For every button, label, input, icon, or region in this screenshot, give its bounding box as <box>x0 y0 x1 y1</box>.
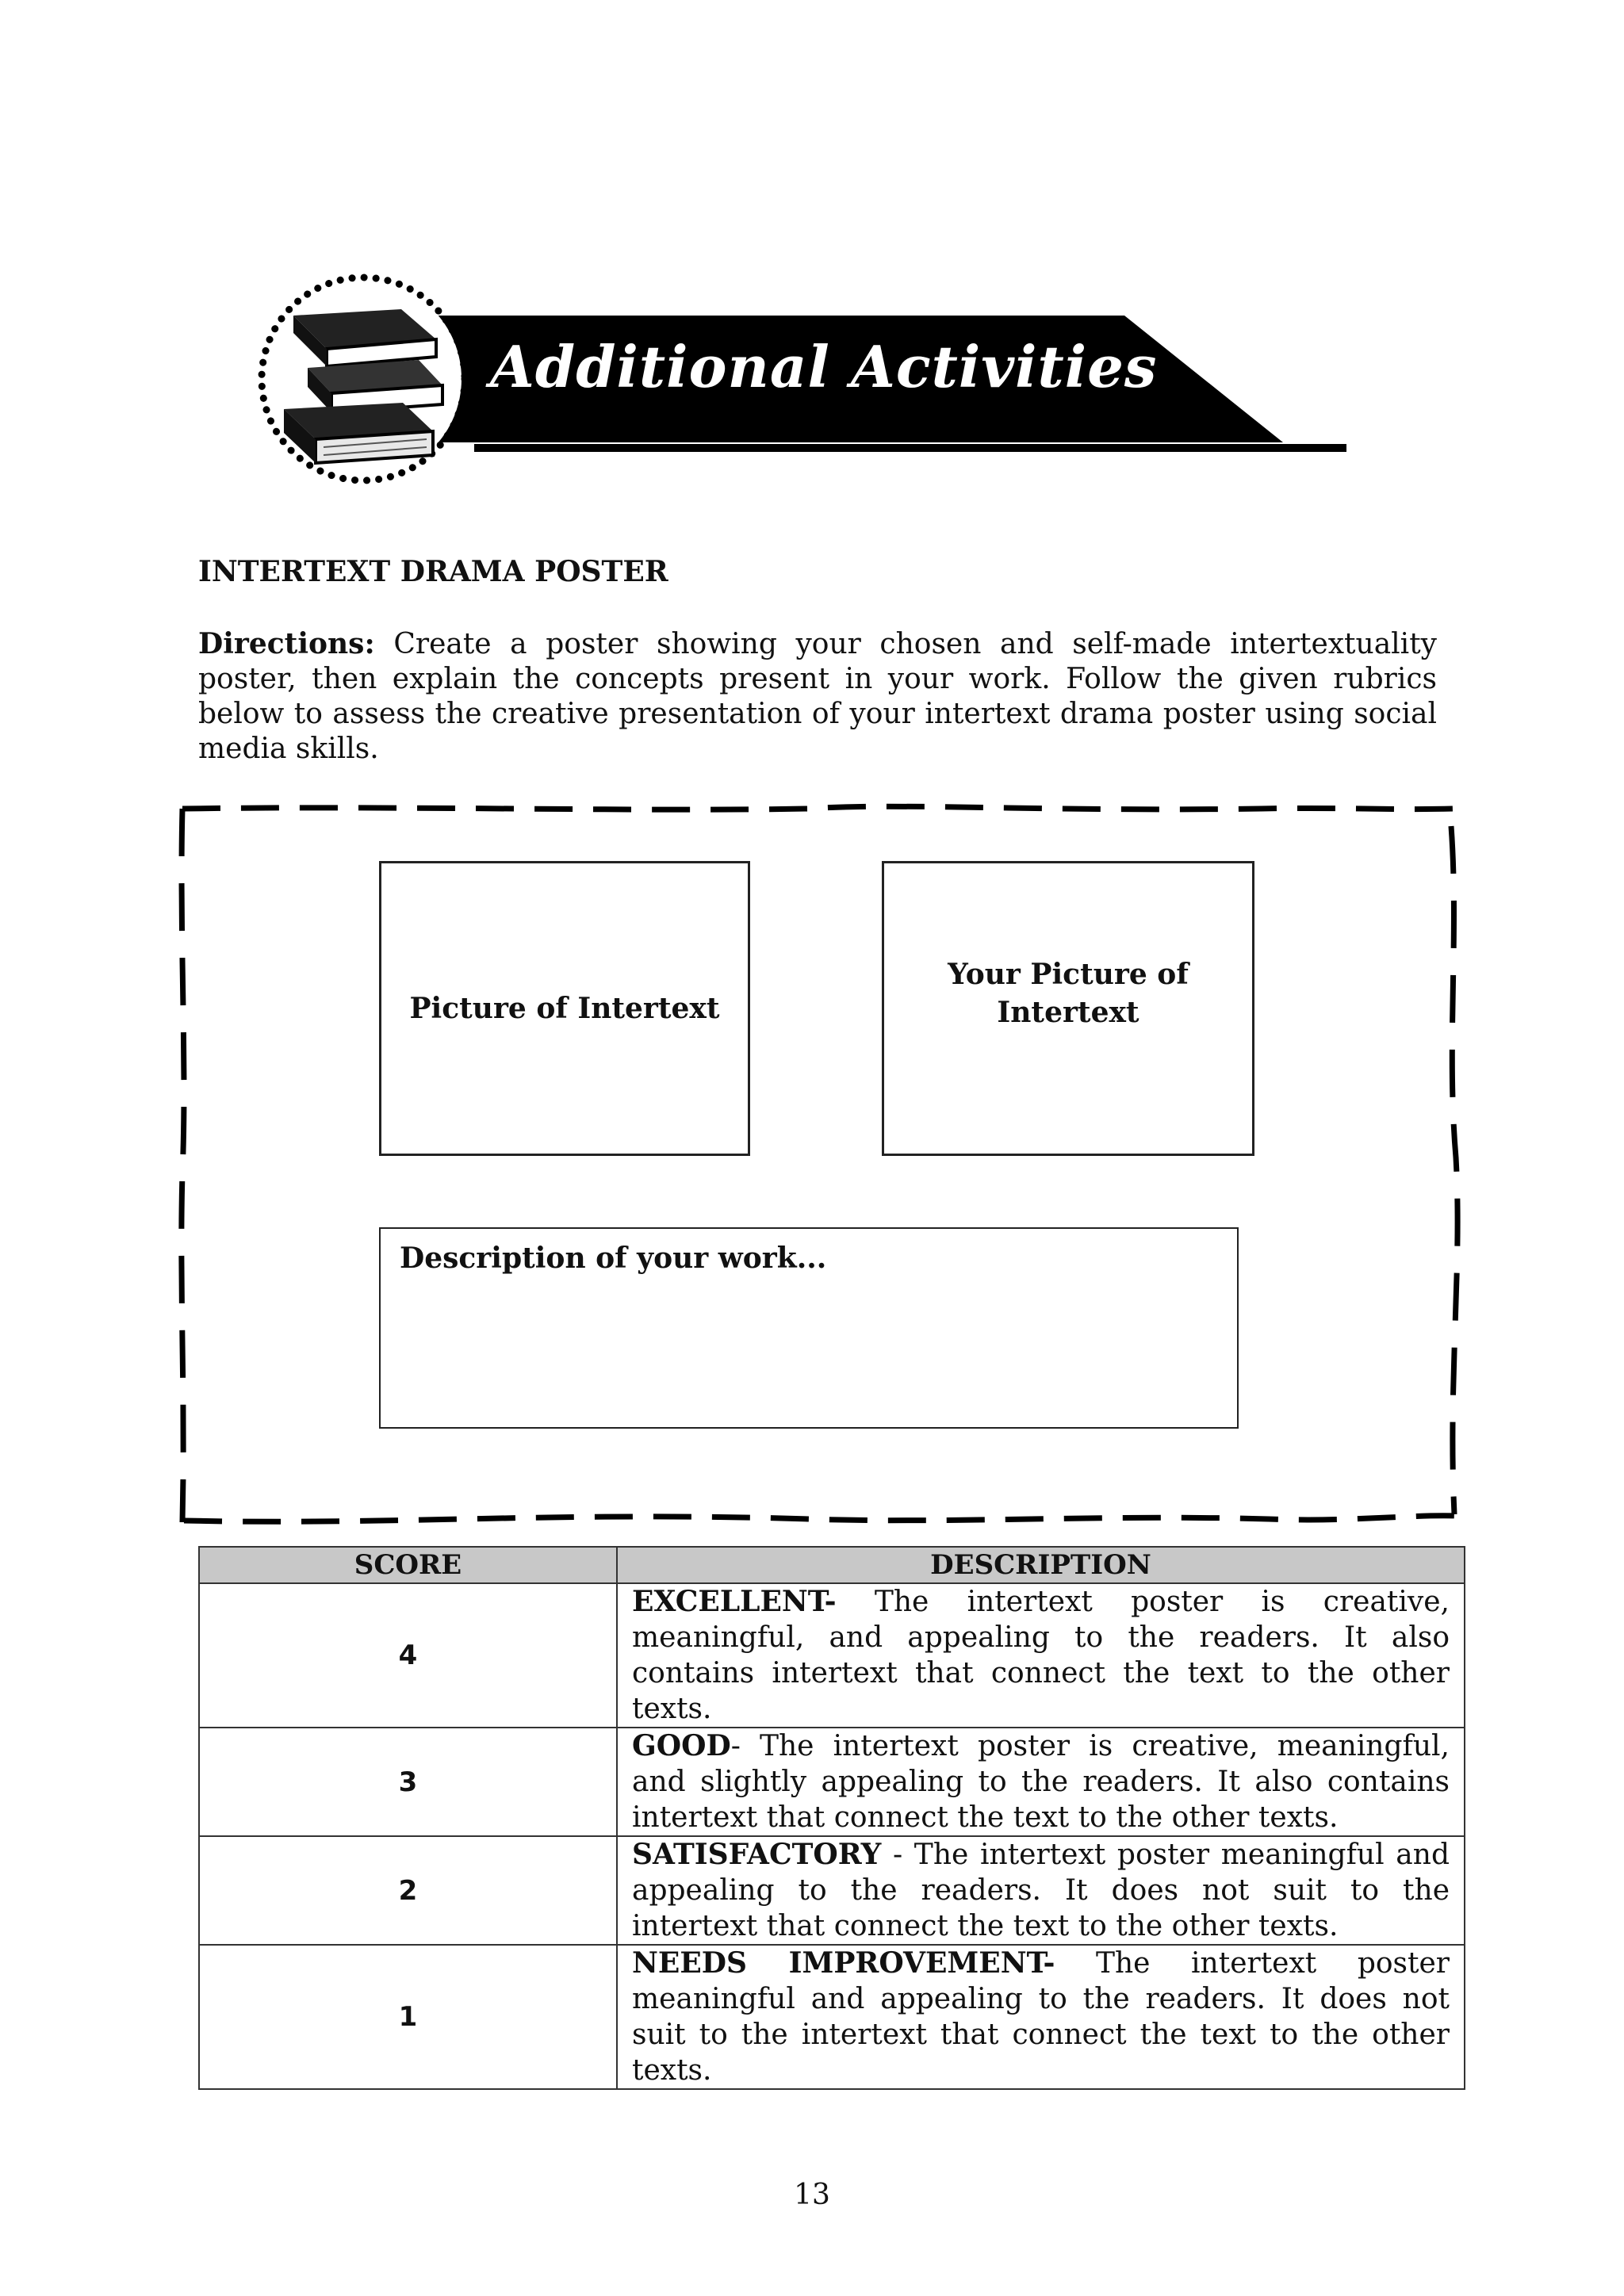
directions-text: Create a poster showing your chosen and self-made intertextuality poster, then explain the concepts present in your work. Follow the given rubrics below to assess the creative presentation of your intertext drama poster using social media skills. <box>198 628 1437 765</box>
score-cell: 3 <box>199 1728 617 1836</box>
description-cell <box>617 1945 1465 2089</box>
score-column-header: SCORE <box>199 1547 617 1583</box>
level-description: - The intertext poster meaningful and appealing to the readers. It does not suit to the intertext that connect the text to the other texts. <box>632 1839 1450 1942</box>
own-picture-box <box>882 861 1254 1156</box>
section-title: Additional Activities <box>490 333 1158 400</box>
activity-title: INTERTEXT DRAMA POSTER <box>198 555 668 588</box>
table-row <box>199 1583 1465 1728</box>
level-label: SATISFACTORY <box>632 1838 882 1871</box>
score-cell: 1 <box>199 1945 617 2089</box>
description-box <box>379 1227 1239 1429</box>
description-cell <box>617 1836 1465 1945</box>
rubric-header-row <box>199 1547 1465 1583</box>
intertext-picture-label: Picture of Intertext <box>409 992 720 1025</box>
level-description: The intertext poster is creative, meaningful, and appealing to the readers. It also contains intertext that connect the text to the other texts. <box>632 1586 1450 1725</box>
intertext-picture-box <box>379 861 750 1156</box>
level-description: The intertext poster meaningful and appealing to the readers. It does not suit to the intertext that connect the text to the other texts. <box>632 1947 1450 2087</box>
score-cell: 2 <box>199 1836 617 1945</box>
directions-label: Directions: <box>198 627 375 660</box>
level-label: GOOD <box>632 1729 731 1762</box>
description-cell <box>617 1583 1465 1728</box>
level-description: - The intertext poster is creative, meaningful, and slightly appealing to the readers. It also contains intertext that connect the text to the other texts. <box>632 1730 1450 1834</box>
description-column-header: DESCRIPTION <box>617 1547 1465 1583</box>
table-row <box>199 1945 1465 2089</box>
level-label: EXCELLENT- <box>632 1585 837 1618</box>
page-number: 13 <box>794 2179 830 2211</box>
description-cell <box>617 1728 1465 1836</box>
score-cell: 4 <box>199 1583 617 1728</box>
rubric-table <box>198 1546 1465 2090</box>
description-label: Description of your work... <box>400 1242 827 1275</box>
directions-paragraph <box>198 626 1437 767</box>
table-row <box>199 1728 1465 1836</box>
level-label: NEEDS IMPROVEMENT- <box>632 1946 1055 1980</box>
books-icon <box>284 309 442 463</box>
table-row <box>199 1836 1465 1945</box>
own-picture-label: Your Picture of Intertext <box>948 958 1189 1029</box>
